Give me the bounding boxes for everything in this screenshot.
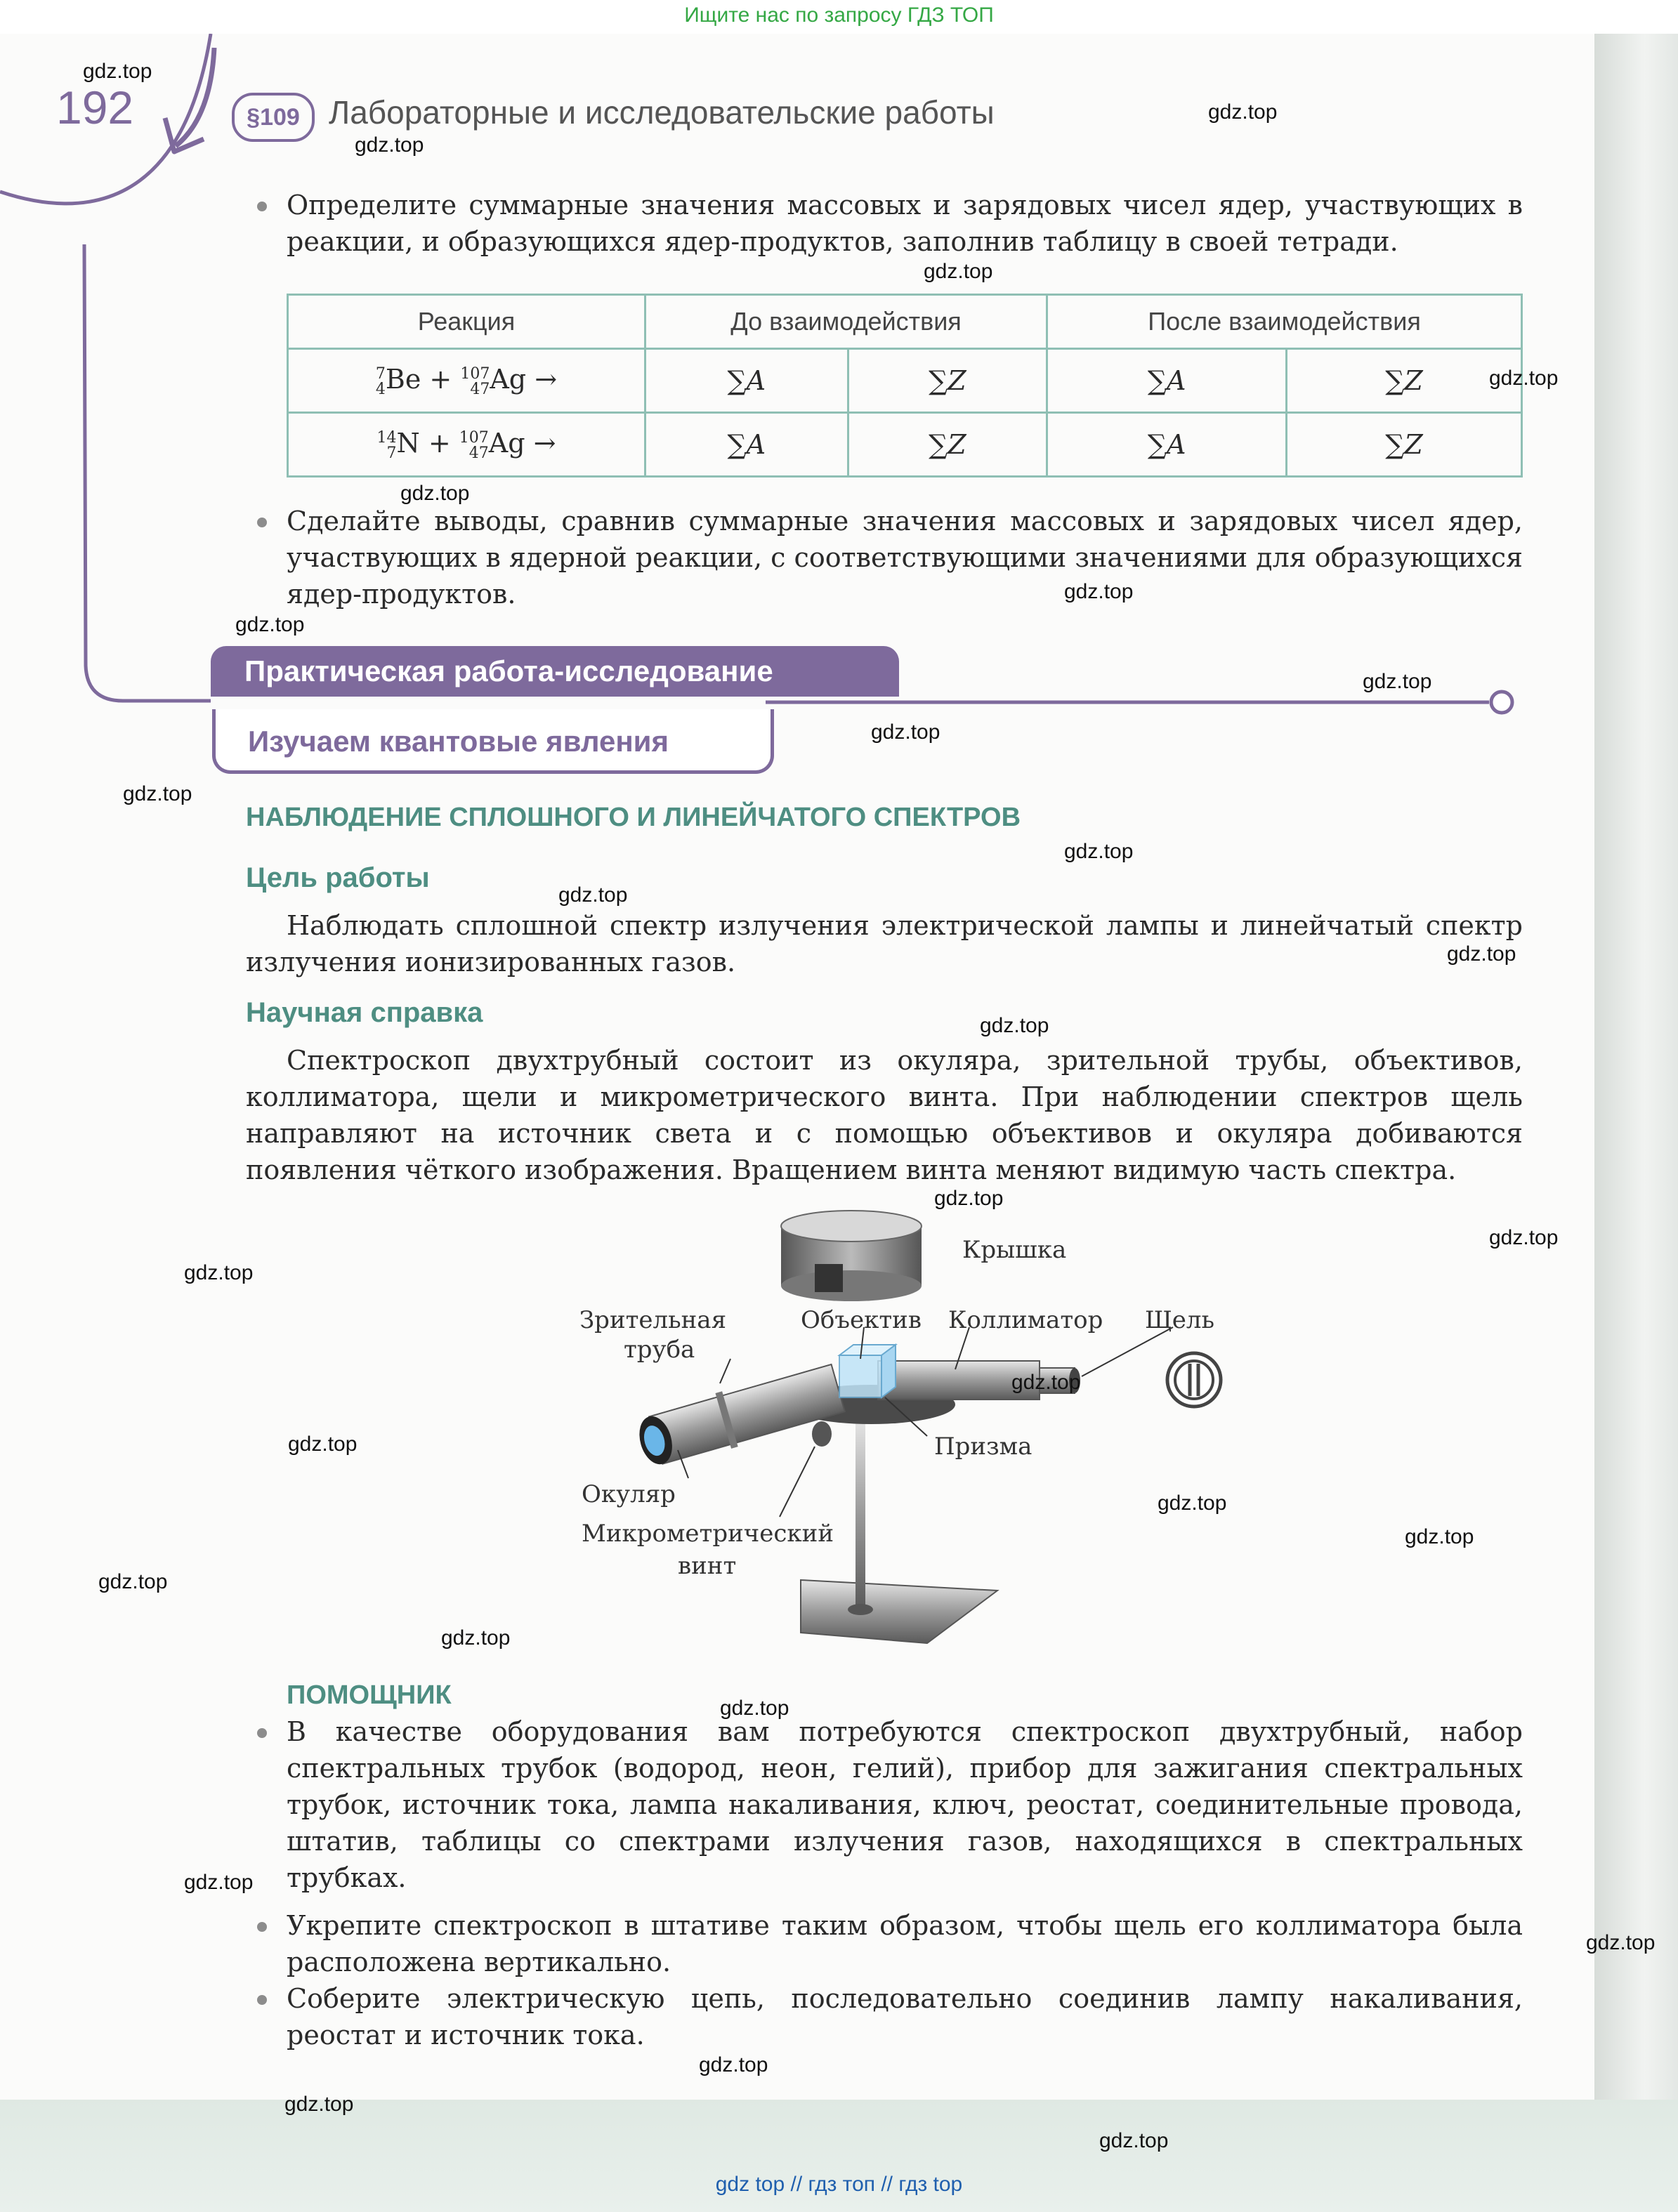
table-cell: ∑Z [1287, 349, 1522, 413]
table-header: До взаимодействия [645, 295, 1047, 349]
watermark: gdz.top [123, 782, 192, 805]
watermark: gdz.top [98, 1570, 168, 1593]
micrometer-screw [812, 1421, 832, 1447]
label-objective: Объектив [801, 1306, 922, 1334]
watermark: gdz.top [720, 1697, 789, 1720]
reference-heading: Научная справка [246, 997, 483, 1028]
watermark: gdz.top [558, 883, 628, 907]
watermark: gdz.top [1586, 1931, 1656, 1954]
element: Ag [488, 428, 525, 459]
watermark: gdz.top [355, 133, 424, 157]
watermark: gdz.top [1405, 1525, 1474, 1548]
charge-number: 47 [470, 380, 490, 398]
goal-heading: Цель работы [246, 862, 430, 893]
label-lid: Крышка [962, 1236, 1067, 1264]
label-prism: Призма [934, 1433, 1033, 1461]
watermark: gdz.top [1011, 1371, 1081, 1394]
watermark: gdz.top [1447, 942, 1516, 966]
watermark: gdz.top [871, 720, 940, 744]
section-title: Лабораторные и исследовательские работы [329, 94, 995, 131]
table-cell: ∑Z [848, 349, 1047, 413]
watermark: gdz.top [1158, 1492, 1227, 1515]
section-badge: §109 [232, 93, 315, 142]
watermark: gdz.top [934, 1187, 1004, 1210]
bullet-dot [257, 1995, 267, 2005]
table-header: После взаимодействия [1047, 295, 1522, 349]
bottom-banner[interactable]: gdz top // гдз топ // гдз top [715, 2173, 963, 2196]
reaction-cell [288, 413, 645, 477]
prism-part [839, 1345, 896, 1397]
watermark: gdz.top [184, 1871, 254, 1894]
watermark: gdz.top [284, 2093, 354, 2116]
watermark: gdz.top [1064, 580, 1134, 603]
watermark: gdz.top [1363, 670, 1432, 693]
watermark: gdz.top [441, 1626, 511, 1650]
element: N [396, 428, 420, 459]
lid-part [781, 1211, 922, 1301]
table-row [288, 349, 1522, 413]
mass-number: 7 [375, 364, 386, 383]
watermark: gdz.top [1208, 100, 1278, 124]
telescope-tube [633, 1360, 846, 1472]
element: Ag [490, 364, 527, 395]
base-part [801, 1580, 997, 1643]
table-cell: ∑Z [848, 413, 1047, 477]
stand-rod [856, 1418, 865, 1608]
reaction-cell [288, 349, 645, 413]
watermark: gdz.top [1099, 2129, 1169, 2152]
watermark: gdz.top [184, 1261, 254, 1284]
reference-text: Спектроскоп двухтрубный состоит из окуляра, зрительной трубы, объективов, коллиматора, щели и микрометрического винта. При наблюдении спектров щель направляют на источник света и с помощью объективов и окуляра добиваются появления чёткого изображения. Вращением винта меняют видимую часть спектра. [246, 1045, 1523, 1185]
label-collimator: Коллиматор [948, 1306, 1103, 1334]
mass-number: 14 [376, 428, 397, 447]
helper-bullet: В качестве оборудования вам потребуются спектроскоп двухтрубный, набор спектральных трубок (водород, неон, гелий), прибор для зажигания спектральных трубок, источник тока, лампа накаливания, ключ, реостат, соединительные провода, штатив, таблицы со спектрами излучения газов, находящихся в спектральных трубках. [287, 1716, 1523, 1893]
bullet-text: Определите суммарные значения массовых и зарядовых чисел ядер, участвующих в реакции, и образующихся ядер-продуктов, заполнив таблицу в своей тетради. [287, 190, 1523, 257]
watermark: gdz.top [699, 2053, 768, 2076]
watermark: gdz.top [924, 260, 993, 283]
watermark: gdz.top [83, 60, 152, 83]
practical-tab: Практическая работа-исследование [211, 646, 899, 697]
plus-sign: + [428, 428, 451, 459]
helper-heading: ПОМОЩНИК [287, 1680, 452, 1710]
top-banner[interactable]: Ищите нас по запросу ГДЗ ТОП [0, 0, 1678, 34]
plus-sign: + [429, 364, 452, 395]
bullet-dot [257, 1728, 267, 1738]
watermark: gdz.top [400, 482, 470, 505]
bullet-text: Сделайте выводы, сравнив суммарные значения массовых и зарядовых чисел ядер, участвующих в ядерной реакции, с соответствующими значениями для образующихся ядер-продуктов. [287, 506, 1523, 610]
element: Be [385, 364, 421, 395]
table-cell: ∑A [645, 413, 848, 477]
topic-heading: НАБЛЮДЕНИЕ СПЛОШНОГО И ЛИНЕЙЧАТОГО СПЕКТРОВ [246, 803, 1021, 832]
table-cell: ∑A [1047, 413, 1287, 477]
charge-number: 7 [386, 444, 397, 462]
watermark: gdz.top [1489, 1226, 1559, 1249]
goal-text: Наблюдать сплошной спектр излучения электрической лампы и линейчатый спектр излучения ионизированных газов. [246, 910, 1523, 977]
helper-bullet: Соберите электрическую цепь, последовательно соединив лампу накаливания, реостат и источник тока. [287, 1983, 1523, 2050]
mass-number: 107 [460, 364, 490, 383]
watermark: gdz.top [980, 1014, 1049, 1037]
practical-subtitle: Изучаем квантовые явления [212, 709, 774, 774]
arrow: → [533, 428, 556, 459]
table-cell: ∑Z [1287, 413, 1522, 477]
label-telescope: труба [624, 1336, 695, 1364]
table-header: Реакция [288, 295, 645, 349]
bullet-dot [257, 518, 267, 527]
watermark: gdz.top [1489, 367, 1559, 390]
reaction-table [287, 294, 1523, 478]
table-row [288, 413, 1522, 477]
helper-bullet: Укрепите спектроскоп в штативе таким образом, чтобы щель его коллиматора была расположена вертикально. [287, 1910, 1523, 1977]
label-slit: Щель [1145, 1306, 1215, 1334]
bullet-dot [257, 202, 267, 211]
table-cell: ∑A [1047, 349, 1287, 413]
label-micrometer-screw: Микрометрический [582, 1520, 834, 1548]
label-telescope: Зрительная [579, 1306, 727, 1334]
watermark: gdz.top [288, 1433, 358, 1456]
mass-number: 107 [459, 428, 489, 447]
spectroscope-figure [562, 1208, 1264, 1657]
slit-icon [1167, 1353, 1221, 1407]
watermark: gdz.top [1064, 840, 1134, 863]
charge-number: 47 [468, 444, 489, 462]
bullet-dot [257, 1922, 267, 1932]
label-eyepiece: Окуляр [582, 1480, 676, 1508]
arrow: → [535, 364, 558, 395]
table-cell: ∑A [645, 349, 848, 413]
label-micrometer-screw: винт [678, 1552, 737, 1580]
charge-number: 4 [375, 380, 386, 398]
watermark: gdz.top [235, 613, 305, 636]
page-number: 192 [56, 81, 134, 133]
